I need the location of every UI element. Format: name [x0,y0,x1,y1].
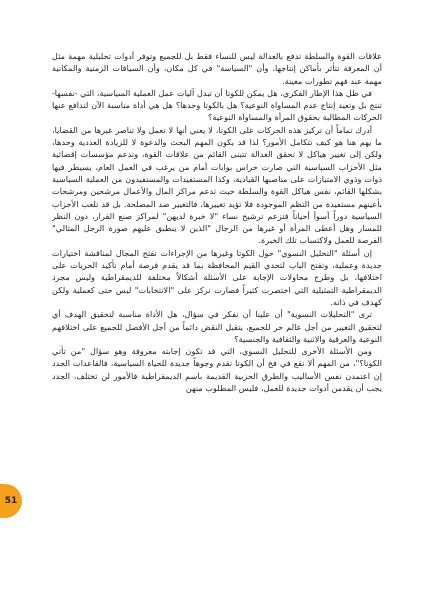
body-text [52,50,382,394]
paragraph: أدرك تماماً أن تركيز هذه الحركات على الكوتا، لا يعني أنها لا تعمل ولا تناصر غيرها من القضايا، ما يهم هنا هو كيف تتكامل الأمور؟ لذا قد يكون المهم البحث والدعوة لا للزيادة العددية وحدها، ولكن إلى تغيير هياكل لا تحقق العدالة تتبنى القائم من علاقات القوة، وتدعم مؤسسات إقصائية مثل الأحزاب السياسية التي صارت حراس بوابات أمام من يرغب في العمل العام، يسيطر فيها ذوات وذوي الامتيازات على مناصبها القيادية، وكذا المستفيدات والمستفيدون من العملية السياسية بشكلها القائم، نفس هياكل القوة والسلطة حيث تدعم مراكز المال والأعمال مرشحين ومرشحات بأعينهم مستفيدة من النظم الموجودة فلا تؤيد تغييرها، فالتغيير ضد المصلحة. بل قد تلعب الأحزاب السياسية دوراً أسوأ أحياناً فتزعم ترشيح نساء "لا خبرة لديهن" لمراكز صنع القرار، دون النظر للمسار وهل أعطى المرأة أو غيرها من الرجال "الذين لا ينطبق عليهم صورة الرجل المثالي" الفرصة للعمل ولاكتساب تلك الخبرة. [52,124,382,246]
paragraph: ترى "التحليلات النسوية" أن علينا أن نفكر في سؤال، هل الأداة مناسبة لتحقيق الهدف أي لتحقيق التغيير من أجل عالم حر للجميع، يتقبل النقض دائماً من أجل الأفضل للجميع على اختلافهم النوعية والعرقية والاثنية والثقافية والجنسية؟ [52,309,382,344]
paragraph: علاقات القوة والسلطة تدفع بالعدالة ليس للنساء فقط بل للجميع وتوفر أدوات تحليلية مهمة مثل أن المعرفة تتأثر بأماكن إنتاجها، وأن "السياسة" في كل مكان، وأن السياقات الزمنية والمكانية مهمة عند فهم تطورات معينة. [52,51,382,86]
page-number-tab [0,484,22,518]
paragraph: ومن الأسئلة الأخرى للتحليل النسوي، التي قد تكون إجابته معروفة وهو سؤال "من تأتي الكوتا؟"، من المهم ألا نقع في فخ أن الكوتا تقدم وجوهاً جديدة للحياة السياسية، فالقاعدات الجدد إن اعتمدن نفس الأساليب والطرق الحزبية القديمة باسم الديمقراطية فالأمور لن تختلف، الجدد يجب أن يقدمن أدوات جديدة للعمل، فليس المطلوب منهن [52,346,382,394]
paragraph: إن أسئلة "التحليل النسوي" حول الكوتا وغيرها من الإجراءات تفتح المجال لمناقشة اختيارات جديدة وعملية، وتفتح الباب لتحدي القيم المحافظة بما قد يقدم فرصة أمام تأكيد الحريات على اختلافها، بل وطرح محاولات الإجابة على الأسئلة أشكالاً مختلفة للديمقراطية وليس مجرد الديمقراطية التمثيلية التي اختصرت كثيراً فصارت تركز على "الانتخابات" ليس حتى كعملية ولكن كهدف في ذاته. [52,247,382,307]
page-number: 51 [4,496,18,506]
paragraph: في ظل هذا الإطار الفكري، هل يمكن للكوتا أن تبدل آليات عمل العملية السياسية، التي -نفسها- تنتج بل وتعيد إنتاج عدم المساواة النوعية؟ هل بالكوتا وحدها؟ هل هي أداة مناسبة الآن لتدافع عنها الحركات المطالبة بحقوق المرأة والمساواة النوعية؟ [52,87,382,123]
